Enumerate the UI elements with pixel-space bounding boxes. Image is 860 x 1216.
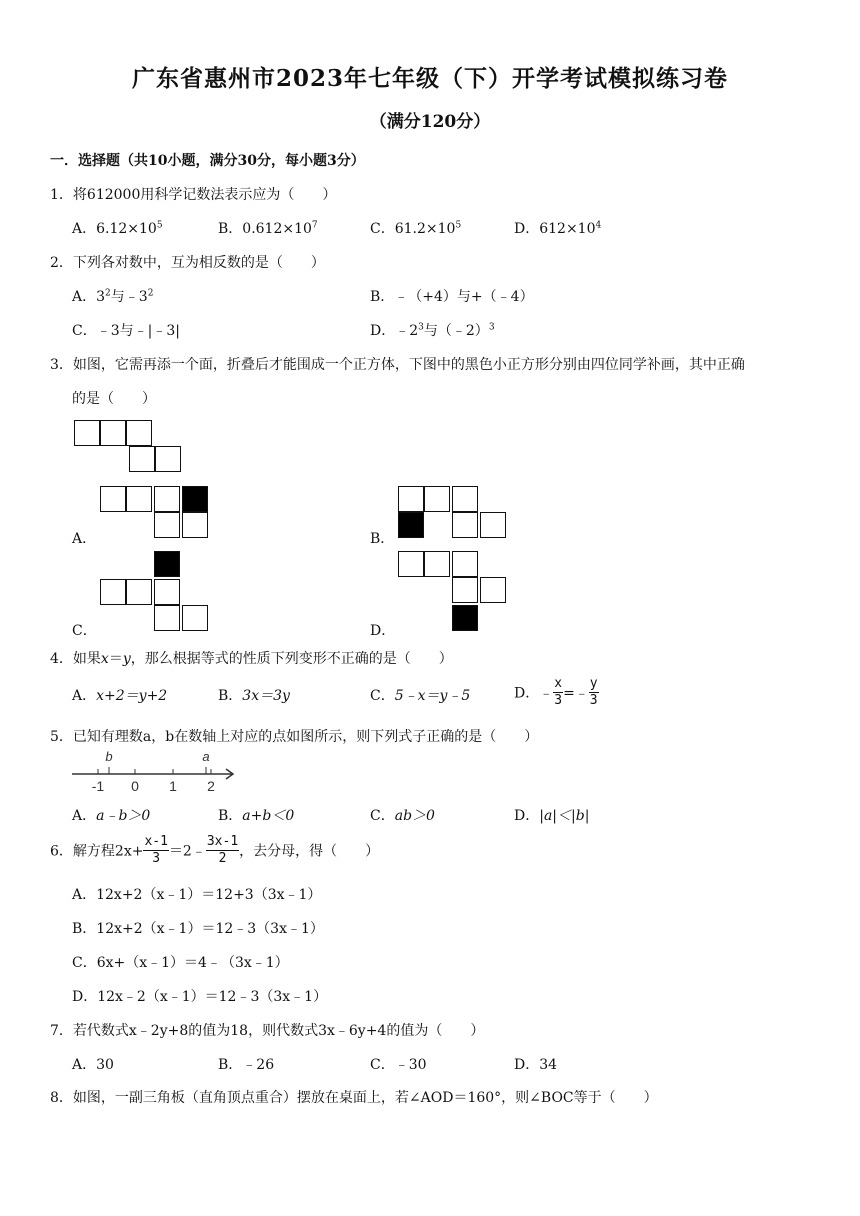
grid-cell: [129, 446, 155, 472]
grid-cell: [100, 486, 126, 512]
page-subtitle: （满分120分）: [369, 112, 491, 132]
q7-option-a[interactable]: A．30: [72, 1057, 114, 1073]
grid-cell: [398, 551, 424, 577]
grid-cell: [155, 446, 181, 472]
q3-option-b-label[interactable]: B．: [370, 531, 395, 547]
section-heading: 一．选择题（共10小题，满分30分，每小题3分）: [50, 153, 365, 169]
q7-option-d[interactable]: D．34: [514, 1057, 558, 1073]
q1-option-a[interactable]: A．$6.12\times 10^5$: [72, 220, 163, 237]
question-3-stem-line1: 3．如图，它需再添一个面，折叠后才能围成一个正方体，下图中的黑色小正方形分别由四位同学补画，其中正确: [50, 357, 745, 373]
fraction: $\frac{y}{3}$: [589, 676, 598, 708]
q4-option-a[interactable]: A．x+2＝y+2: [72, 688, 168, 704]
black-added-square: [154, 551, 180, 577]
q4-option-c[interactable]: C．5﹣x＝y﹣5: [370, 688, 471, 704]
grid-cell: [154, 579, 180, 605]
q3-option-c-label[interactable]: C．: [72, 623, 97, 639]
page-title: 广东省惠州市2023年七年级（下）开学考试模拟练习卷: [131, 65, 728, 92]
grid-cell: [100, 420, 126, 446]
grid-cell: [424, 551, 450, 577]
fraction: $\frac{x-1}{3}$: [144, 834, 168, 866]
grid-cell: [424, 486, 450, 512]
q5-option-c[interactable]: C．ab＞0: [370, 808, 435, 824]
fraction: $\frac{3x-1}{2}$: [206, 834, 239, 866]
grid-cell: [398, 486, 424, 512]
tick-label: -1: [91, 778, 105, 793]
tick-label: 2: [207, 778, 215, 793]
tick-label: 1: [169, 778, 177, 793]
fraction: $\frac{x}{3}$: [554, 676, 563, 708]
grid-cell: [452, 512, 478, 538]
grid-cell: [126, 579, 152, 605]
q6-option-c[interactable]: C．6x+（x﹣1）＝4﹣（3x﹣1）: [72, 955, 289, 971]
point-b-label: b: [105, 749, 113, 764]
q2-option-a[interactable]: A．$3^2$与$﹣3^2$: [72, 288, 154, 305]
q4-option-b[interactable]: B．3x＝3y: [218, 688, 290, 704]
black-added-square: [398, 512, 424, 538]
q6-option-a[interactable]: A．12x+2（x﹣1）＝12+3（3x﹣1）: [72, 887, 322, 903]
grid-cell: [126, 420, 152, 446]
q6-option-d[interactable]: D．12x﹣2（x﹣1）＝12﹣3（3x﹣1）: [72, 989, 328, 1005]
grid-cell: [74, 420, 100, 446]
grid-cell: [182, 512, 208, 538]
grid-cell: [452, 577, 478, 603]
q2-option-c[interactable]: C．﹣3与﹣|﹣3|: [72, 323, 180, 339]
question-2-stem: 2．下列各对数中，互为相反数的是（ ）: [50, 255, 325, 271]
question-1-stem: 1．将612000用科学记数法表示应为（ ）: [50, 187, 337, 203]
q6-option-b[interactable]: B．12x+2（x﹣1）＝12﹣3（3x﹣1）: [72, 921, 324, 937]
grid-cell: [100, 579, 126, 605]
q1-option-b[interactable]: B．$0.612\times 10^7$: [218, 220, 318, 237]
number-line-figure: [68, 743, 238, 793]
grid-cell: [480, 577, 506, 603]
q2-option-b[interactable]: B．﹣（+4）与+（﹣4）: [370, 289, 534, 305]
q7-option-b[interactable]: B．﹣26: [218, 1057, 275, 1073]
q5-option-d[interactable]: D．|a|＜|b|: [514, 808, 590, 824]
grid-cell: [452, 486, 478, 512]
question-8-stem: 8．如图，一副三角板（直角顶点重合）摆放在桌面上，若∠AOD＝160°，则∠BOC等于（ ）: [50, 1090, 658, 1106]
point-a-label: a: [202, 749, 210, 764]
question-6-stem: 6．解方程2x+ $\frac{x-1}{3}$ ＝2﹣ $\frac{3x-1}{2}$ ，去分母，得（ ）: [50, 834, 380, 866]
grid-cell: [154, 605, 180, 631]
q5-option-a[interactable]: A．a﹣b＞0: [72, 808, 151, 824]
q5-option-b[interactable]: B．a+b＜0: [218, 808, 295, 824]
q2-option-d[interactable]: D．$﹣2^3$与（﹣2）$^3$: [370, 322, 495, 339]
black-added-square: [452, 605, 478, 631]
grid-cell: [480, 512, 506, 538]
question-5-stem: 5．已知有理数a，b在数轴上对应的点如图所示，则下列式子正确的是（ ）: [50, 729, 539, 745]
grid-cell: [452, 551, 478, 577]
question-4-stem: 4．如果x＝y，那么根据等式的性质下列变形不正确的是（ ）: [50, 651, 453, 667]
grid-cell: [126, 486, 152, 512]
q3-option-a-label[interactable]: A．: [72, 531, 97, 547]
q3-option-d-label[interactable]: D．: [370, 623, 396, 639]
tick-label: 0: [131, 778, 139, 793]
question-7-stem: 7．若代数式x﹣2y+8的值为18，则代数式3x﹣6y+4的值为（ ）: [50, 1023, 485, 1039]
grid-cell: [154, 486, 180, 512]
question-3-stem-line2: 的是（ ）: [72, 391, 156, 407]
grid-cell: [154, 512, 180, 538]
q4-option-d[interactable]: D．﹣ $\frac{x}{3}$ =﹣ $\frac{y}{3}$: [514, 676, 598, 708]
black-added-square: [182, 486, 208, 512]
q1-option-d[interactable]: D．$612\times 10^4$: [514, 220, 602, 237]
grid-cell: [182, 605, 208, 631]
q1-option-c[interactable]: C．$61.2\times 10^5$: [370, 220, 462, 237]
q7-option-c[interactable]: C．﹣30: [370, 1057, 427, 1073]
